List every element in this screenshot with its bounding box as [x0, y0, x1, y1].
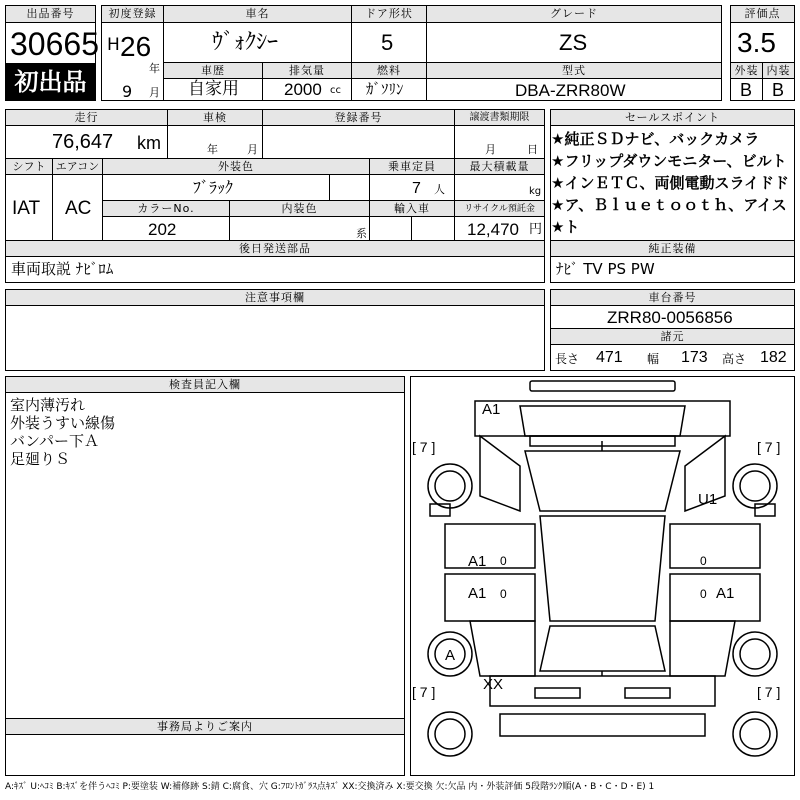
capacity-unit: 人 — [434, 183, 445, 196]
first-registration-label: 初度登録 — [101, 5, 164, 23]
caution-label: 注意事項欄 — [5, 289, 545, 306]
first-listing-badge: 初出品 — [5, 63, 96, 101]
doors-label: ドア形状 — [351, 5, 427, 23]
exterior-grade: B — [740, 80, 753, 100]
tag-front-left: [ 7 ] — [412, 439, 436, 455]
displacement-cell — [262, 78, 352, 101]
displacement-label: 排気量 — [262, 62, 352, 79]
transfer-deadline-cell — [454, 125, 545, 159]
era: H — [107, 35, 120, 55]
reg-year: 26 — [120, 31, 152, 62]
legend: A:ｷｽﾞ U:ﾍｺﾐ B:ｷｽﾞを伴うﾍｺﾐ P:要塗装 W:補修跡 S:錆 C:腐食、穴 G:ﾌﾛﾝﾄｶﾞﾗｽ点ｷｽﾞ XX:交換済み X:要交換 欠:欠品 内・外装評価 5段階ﾗﾝｸ順(A・B・C・D・E) 1 — [5, 782, 655, 792]
fuel-label: 燃料 — [351, 62, 427, 79]
reg-month: 9 — [122, 82, 133, 101]
inspector-label: 検査員記入欄 — [5, 376, 405, 393]
post-parts-cell — [5, 256, 545, 283]
car-name-cell — [163, 22, 352, 63]
color-number: 202 — [148, 220, 177, 239]
post-parts: 車両取説 ﾅﾋﾞﾛﾑ — [11, 260, 114, 278]
sales-line-5: ★ト — [551, 218, 580, 236]
sales-point-label: セールスポイント — [550, 109, 795, 126]
inspection-year-unit: 年 — [207, 143, 218, 156]
score: 3.5 — [737, 27, 776, 58]
office-cell — [5, 734, 405, 776]
displacement-unit: cc — [330, 85, 341, 96]
zero-left-rear: 0 — [500, 587, 507, 601]
history-label: 車歴 — [163, 62, 263, 79]
width-label: 幅 — [647, 352, 660, 366]
recycle-fee: 12,470 — [467, 220, 519, 239]
sales-line-2: ★フリップダウンモニター、ビルト — [551, 152, 787, 170]
inspector-cell — [5, 392, 405, 719]
shift-label: シフト — [5, 158, 53, 175]
interior-color-cell — [229, 216, 370, 241]
score-label: 評価点 — [730, 5, 795, 23]
recycle-cell — [454, 216, 545, 241]
inspector-note-2: 外装うすい線傷 — [10, 414, 116, 432]
office-label: 事務局よりご案内 — [5, 718, 405, 735]
aircon-label: エアコン — [52, 158, 103, 175]
capacity-label: 乗車定員 — [369, 158, 455, 175]
mark-left-rear-door: A1 — [468, 585, 487, 602]
zero-right-rear: 0 — [700, 587, 707, 601]
exterior-color-cell — [102, 174, 330, 201]
sales-line-4: ★ア、Ｂｌｕｅｔｏｏｔｈ、アイス — [551, 196, 787, 214]
color-number-label: カラーNo. — [102, 200, 230, 217]
transfer-day-unit: 日 — [527, 143, 538, 156]
post-parts-label: 後日発送部品 — [5, 240, 545, 257]
inspector-note-3: バンパー下Ａ — [10, 432, 99, 450]
length-label: 長さ — [555, 352, 580, 366]
max-load-unit: kg — [529, 186, 542, 197]
aircon-cell — [52, 174, 103, 241]
transfer-month-unit: 月 — [485, 143, 496, 156]
model: DBA-ZRR80W — [515, 81, 626, 100]
car-damage-diagram — [410, 376, 795, 776]
interior-color-label: 内装色 — [229, 200, 370, 217]
max-load-label: 最大積載量 — [454, 158, 545, 175]
exterior-grade-cell — [730, 78, 763, 101]
fuel: ｶﾞｿﾘﾝ — [366, 80, 404, 98]
shift-cell — [5, 174, 53, 241]
recycle-label: リサイクル預託金 — [454, 200, 545, 217]
zero-left-front: 0 — [500, 554, 507, 568]
caution-cell — [5, 305, 545, 371]
inspection-cell — [167, 125, 263, 159]
specs-cell — [550, 344, 795, 371]
displacement: 2000 — [284, 80, 322, 99]
import-cell-a — [369, 216, 412, 241]
mark-left-front-door: A1 — [468, 553, 487, 570]
sales-point-cell — [550, 125, 795, 241]
width: 173 — [681, 349, 708, 366]
chassis-cell — [550, 305, 795, 329]
color-number-cell — [102, 216, 230, 241]
inspection-label: 車検 — [167, 109, 263, 126]
fuel-cell — [351, 78, 427, 101]
mark-left-quarter: A — [445, 647, 456, 664]
reg-month-unit: 月 — [149, 86, 160, 99]
chassis-number: ZRR80-0056856 — [607, 308, 733, 327]
capacity-cell — [369, 174, 455, 201]
car-name: ｳﾞｫｸｼｰ — [212, 30, 279, 55]
score-cell — [730, 22, 795, 63]
doors-cell — [351, 22, 427, 63]
height: 182 — [760, 349, 787, 366]
tag-rear-left: [ 7 ] — [412, 684, 436, 700]
aircon: AC — [65, 198, 92, 219]
interior-grade-cell — [762, 78, 795, 101]
doors: 5 — [381, 30, 394, 55]
exterior-grade-label: 外装 — [730, 62, 763, 79]
import-label: 輸入車 — [369, 200, 455, 217]
max-load-cell — [454, 174, 545, 201]
mileage-label: 走行 — [5, 109, 168, 126]
interior-color-unit: 系 — [356, 227, 367, 240]
car-name-label: 車名 — [163, 5, 352, 23]
grade: ZS — [559, 30, 588, 55]
model-cell — [426, 78, 722, 101]
capacity: 7 — [412, 180, 421, 197]
inspector-note-1: 室内薄汚れ — [10, 396, 86, 414]
reg-year-unit: 年 — [149, 62, 160, 75]
sales-line-3: ★インＥＴＣ、両側電動スライドド — [551, 174, 789, 192]
mileage-cell — [5, 125, 168, 159]
specs-label: 諸元 — [550, 328, 795, 345]
history-cell — [163, 78, 263, 101]
registration-number-cell — [262, 125, 455, 159]
lot-number: 30665 — [10, 26, 99, 62]
inspection-month-unit: 月 — [247, 143, 258, 156]
grade-cell — [426, 22, 722, 63]
chassis-label: 車台番号 — [550, 289, 795, 306]
model-label: 型式 — [426, 62, 722, 79]
equipment: ﾅﾋﾞ TV PS PW — [556, 260, 655, 278]
import-cell-b — [411, 216, 455, 241]
mark-front-bumper: A1 — [482, 401, 501, 418]
inspector-note-4: 足廻りＳ — [10, 450, 71, 468]
exterior-color-label: 外装色 — [102, 158, 370, 175]
registration-number-label: 登録番号 — [262, 109, 455, 126]
equipment-label: 純正装備 — [550, 240, 795, 257]
length: 471 — [596, 349, 623, 366]
grade-label: グレード — [426, 5, 722, 23]
interior-grade-label: 内装 — [762, 62, 795, 79]
exterior-color-extra — [329, 174, 370, 201]
tag-rear-right: [ 7 ] — [757, 684, 781, 700]
history: 自家用 — [188, 79, 239, 99]
mileage-unit: km — [137, 133, 161, 153]
sales-line-1: ★純正ＳＤナビ、バックカメラ — [551, 130, 760, 148]
lot-number-label: 出品番号 — [5, 5, 96, 23]
first-registration-cell — [101, 22, 164, 101]
lot-number-cell — [5, 22, 99, 64]
interior-grade: B — [772, 80, 785, 100]
mark-right-rear-door: A1 — [716, 585, 735, 602]
recycle-unit: 円 — [529, 222, 543, 237]
height-label: 高さ — [722, 352, 747, 366]
equipment-cell — [550, 256, 795, 283]
mark-rear-bumper: XX — [483, 676, 504, 693]
shift: IAT — [12, 198, 41, 219]
mileage: 76,647 — [52, 131, 114, 153]
mark-right-fender: U1 — [698, 491, 718, 508]
zero-right-front: 0 — [700, 554, 707, 568]
tag-front-right: [ 7 ] — [757, 439, 781, 455]
exterior-color: ﾌﾞﾗｯｸ — [193, 178, 234, 197]
transfer-deadline-label: 譲渡書類期限 — [454, 109, 545, 126]
